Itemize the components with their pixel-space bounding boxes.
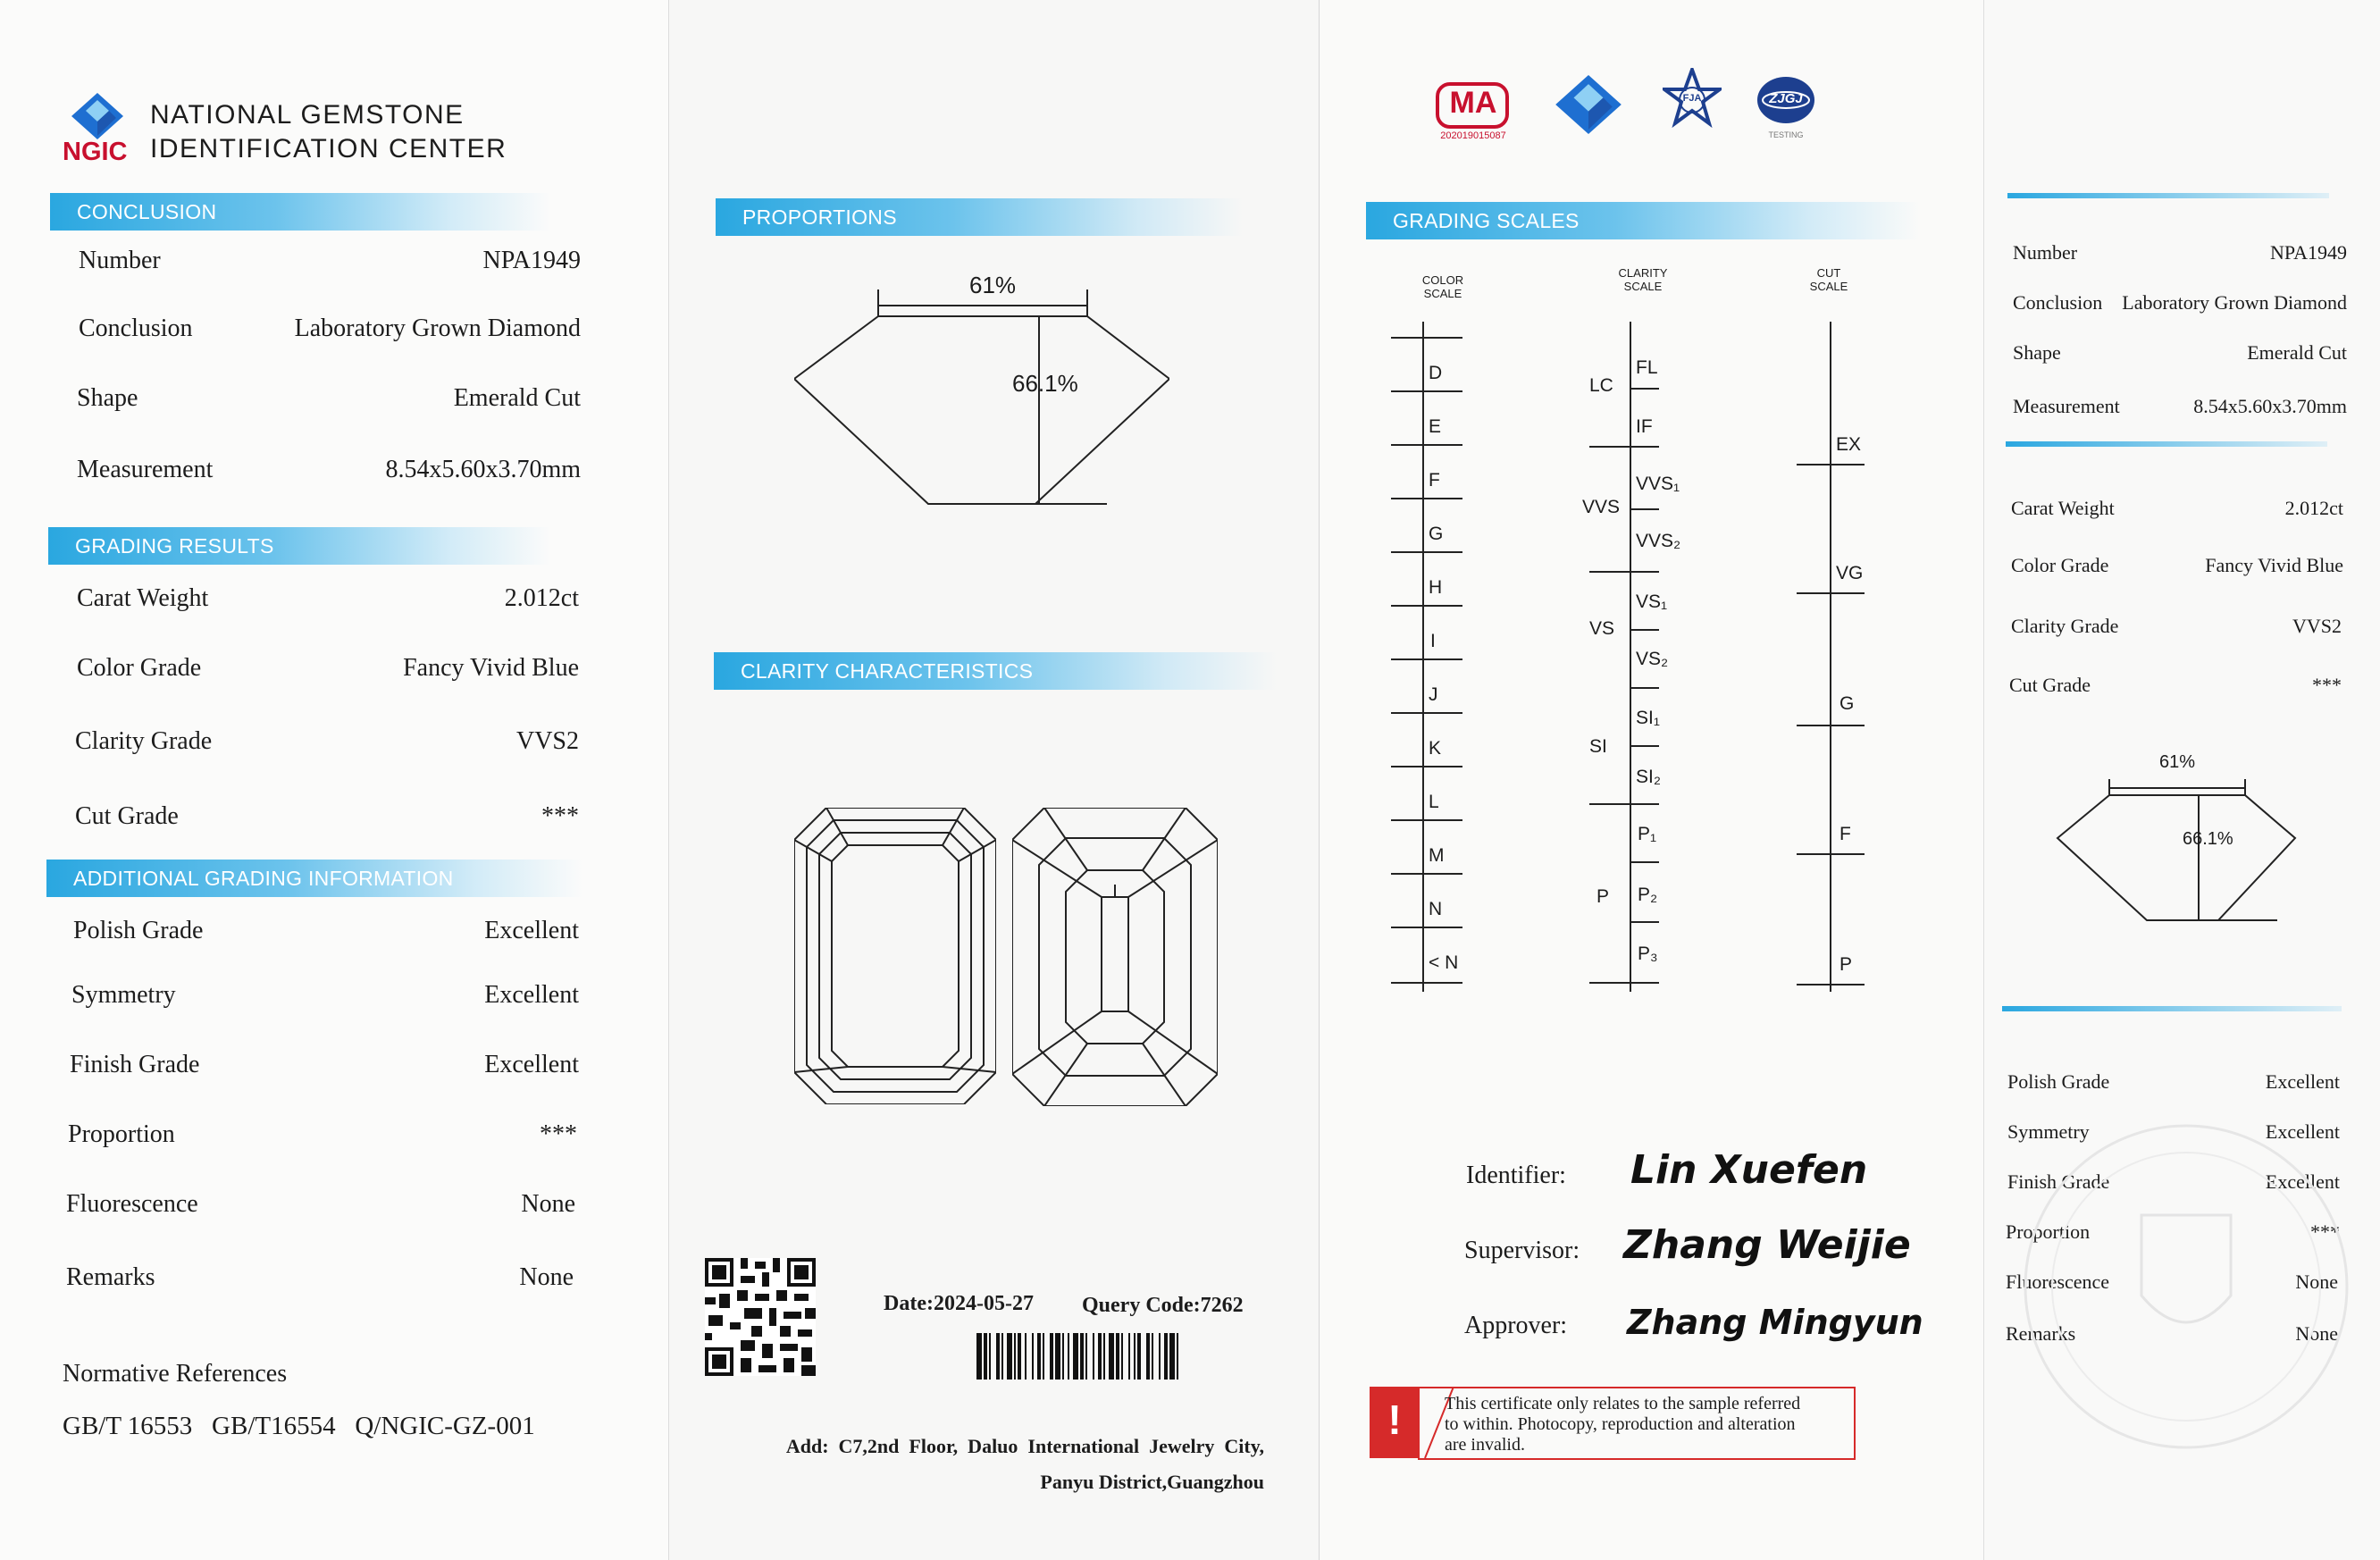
color-grade-label: M	[1429, 845, 1445, 866]
color-grade-label: L	[1429, 792, 1439, 812]
org-name-line2: IDENTIFICATION CENTER	[150, 134, 507, 164]
clarity-grade-label: VS₁	[1636, 591, 1668, 612]
summary-divider	[2006, 441, 2327, 447]
summary-panel: Number NPA1949 Conclusion Laboratory Grown Diamond Shape Emerald Cut Measurement 8.54x5.60x3.70mm Carat Weight 2.012ct Color Grade Fancy Vivid Blue Clarity Grade VVS2 Cut Grade *** 61% 66.1% Polish Grade Excellent Symmetry Excellent Finish Grade Excellent Proportion *** Fluorescence None Remarks None	[1983, 0, 2380, 1560]
clarity-grade-label: VS₂	[1636, 649, 1669, 669]
color-grade-label: F	[1429, 470, 1440, 491]
report-date: Date:2024-05-27	[884, 1292, 1034, 1315]
exclamation-icon: !	[1387, 1396, 1402, 1443]
ngic-diamond-logo-icon	[71, 93, 123, 139]
cut-grade-label: G	[1839, 693, 1855, 714]
clarity-grade-label: VVS₁	[1636, 474, 1680, 494]
summary-table-percentage: 61%	[2159, 752, 2196, 772]
approver-label: Approver:	[1464, 1312, 1568, 1339]
clarity-group-label: P	[1596, 886, 1610, 907]
middle-panel	[668, 0, 1319, 1560]
color-grade-label: N	[1429, 899, 1443, 919]
normative-references-title: Normative References	[63, 1360, 288, 1388]
normative-references: GB/T 16553 GB/T16554 Q/NGIC-GZ-001	[63, 1412, 535, 1440]
clarity-grade-label: P₃	[1638, 944, 1658, 964]
zjgj-sub: TESTING	[1768, 130, 1804, 139]
notice-text: This certificate only relates to the sample referred to within. Photocopy, reproduction and alteration are invalid.	[1445, 1394, 1801, 1455]
grading-scales-header: GRADING SCALES	[1366, 202, 1920, 239]
cut-grade-label: VG	[1836, 563, 1864, 583]
proportions-diagram	[794, 270, 1169, 520]
supervisor-label: Supervisor:	[1464, 1237, 1580, 1264]
cut-grade-label: F	[1839, 824, 1851, 844]
identifier-label: Identifier:	[1466, 1162, 1566, 1189]
ngic-logo-text: NGIC	[63, 138, 128, 166]
fja-text: FJA	[1682, 93, 1702, 104]
color-grade-label: H	[1429, 577, 1443, 598]
color-grade-label: K	[1429, 738, 1442, 759]
color-grade-label: D	[1429, 363, 1443, 383]
additional-info-header: ADDITIONAL GRADING INFORMATION	[46, 860, 582, 897]
color-grade-label: G	[1429, 524, 1444, 544]
clarity-group-label: SI	[1589, 736, 1607, 757]
color-grade-label: J	[1429, 684, 1438, 705]
conclusion-header: CONCLUSION	[50, 193, 550, 231]
clarity-grade-label: FL	[1636, 357, 1658, 378]
summary-divider	[2002, 1006, 2342, 1011]
clarity-scale-title: CLARITY SCALE	[1618, 266, 1668, 293]
color-scale-title: COLOR SCALE	[1421, 273, 1464, 300]
color-grade-label: I	[1430, 631, 1436, 651]
approver-signature: Zhang Mingyun	[1627, 1303, 1923, 1342]
summary-depth-percentage: 66.1%	[2183, 829, 2233, 849]
cut-grade-label: P	[1839, 954, 1853, 975]
clarity-group-label: LC	[1589, 375, 1613, 396]
summary-proportions-diagram	[2056, 770, 2297, 927]
emerald-pavilion-diagram	[1012, 808, 1218, 1106]
address-line2: Panyu District,Guangzhou	[1040, 1471, 1264, 1493]
clarity-grade-label: SI₂	[1636, 767, 1661, 787]
watermark-seal-icon	[2007, 1108, 2365, 1465]
color-grade-label: E	[1429, 416, 1442, 437]
cma-text: MA	[1449, 86, 1497, 120]
cut-grade-label: EX	[1836, 434, 1862, 455]
cma-number: 202019015087	[1440, 130, 1506, 141]
summary-divider	[2007, 193, 2329, 198]
clarity-group-label: VS	[1589, 618, 1615, 639]
grading-scales-panel	[1319, 0, 1983, 1560]
table-percentage: 61%	[969, 272, 1017, 298]
clarity-grade-label: IF	[1636, 416, 1653, 437]
clarity-group-label: VVS	[1582, 497, 1621, 517]
clarity-grade-label: SI₁	[1636, 708, 1660, 728]
color-grade-label: < N	[1429, 952, 1459, 973]
supervisor-signature: Zhang Weijie	[1623, 1222, 1911, 1268]
clarity-grade-label: P₂	[1638, 885, 1658, 905]
identifier-signature: Lin Xuefen	[1630, 1147, 1868, 1193]
address-line1: Add: C7,2nd Floor, Daluo International Jewelry City,	[785, 1435, 1264, 1457]
cut-scale-title: CUT SCALE	[1809, 266, 1848, 293]
clarity-grade-label: VVS₂	[1636, 531, 1681, 551]
org-name-line1: NATIONAL GEMSTONE	[150, 100, 465, 130]
clarity-grade-label: P₁	[1638, 824, 1657, 844]
ngic-diamond-badge-icon	[1555, 75, 1622, 134]
emerald-crown-diagram	[794, 808, 996, 1104]
grading-results-header: GRADING RESULTS	[48, 527, 550, 565]
qr-code[interactable]	[705, 1258, 816, 1376]
zjgj-text: ZJGJ	[1769, 91, 1803, 106]
barcode[interactable]	[976, 1333, 1255, 1380]
query-code: Query Code:7262	[1082, 1294, 1244, 1317]
depth-percentage: 66.1%	[1012, 370, 1078, 397]
clarity-characteristics-header: CLARITY CHARACTERISTICS	[714, 652, 1277, 690]
proportions-header: PROPORTIONS	[716, 198, 1243, 236]
left-panel: NGIC NATIONAL GEMSTONE IDENTIFICATION CENTER CONCLUSION Number NPA1949 Conclusion Laboratory Grown Diamond Shape Emerald Cut Measurement 8.54x5.60x3.70mm GRADING RESULTS Carat Weight 2.012ct Color Grade Fancy Vivid Blue Clarity Grade VVS2 Cut Grade *** ADDITIONAL GRADING INFORMATION Polish Grade Excellent Symmetry Excellent Finish Grade Excellent Proportion *** Fluorescence None Remarks None Normative References GB/T 16553 GB/T16554 Q/NGIC-GZ-001	[0, 0, 668, 1560]
